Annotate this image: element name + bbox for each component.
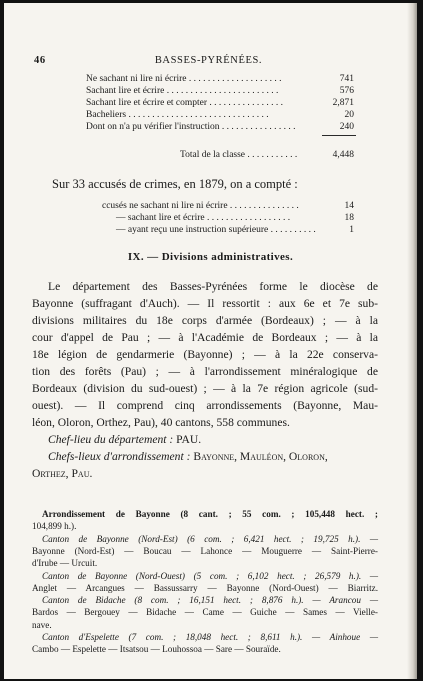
page-number: 46 [34,55,46,66]
row-label: — sachant lire et écrire . . . . . . . . . . . . . . . . . . [116,213,291,223]
arrondissement-line: 104,899 h.). [32,521,77,532]
paragraph-line: tion des forêts (Pau) ; — à l'arrondissement minéralogique de [32,365,378,378]
chef-lieu-value: PAU. [176,433,202,446]
row-value: 2,871 [332,98,354,108]
chefs-lieux-line [48,448,328,465]
row-value: 741 [339,74,354,84]
row-value: 1 [349,225,354,235]
instruction-table [86,73,354,145]
row-label: Dont on n'a pu vérifier l'instruction . . . . . . . . . . . . . . . . [86,122,296,132]
paragraph-line: Bayonne (suffragant d'Auch). — Il ressortit : aux 6e et 7e sub- [32,297,378,310]
row-value: 576 [339,86,354,96]
running-header [34,55,383,69]
chefs-lieux-value: Bayonne, Mauléon, Oloron, [193,450,328,463]
row-value: 20 [344,110,354,120]
crimes-heading: Sur 33 accusés de crimes, en 1879, on a compté : [52,177,298,191]
canton-line: Canton d'Espelette (7 com. ; 18,048 hect. ; 8,611 h.). — Ainhoue — [42,632,378,642]
arrondissement-line: Arrondissement de Bayonne (8 cant. ; 55 com. ; 105,448 hect. ; [42,509,378,519]
row-value: 14 [344,201,354,211]
row-label: — ayant reçu une instruction supérieure . . . . . . . . . . [116,225,316,235]
canton-line: Canton de Bayonne (Nord-Ouest) (5 com. ; 6,102 hect. ; 26,579 h.). — [42,570,378,581]
paragraph-line: léon, Oloron, Orthez, Pau), 40 cantons, 558 communes. [32,416,290,429]
main-paragraph [32,278,378,438]
paragraph-line: Le département des Basses-Pyrénées forme le diocèse de [48,280,378,293]
page-gutter-shadow [407,3,417,679]
canton-line: d'Irube — Urcuit. [32,558,98,569]
chef-lieu-line [48,431,201,448]
sum-rule [322,135,356,136]
row-label: Bacheliers . . . . . . . . . . . . . . . . . . . . . . . . . . . . . . [86,110,269,120]
row-value: 240 [339,122,354,132]
chefs-lieux-value-2: Orthez, Pau. [32,467,93,480]
canton-line: Canton de Bidache (8 com. ; 16,151 hect. ; 8,876 h.). — Arancou — [42,595,378,606]
row-label: Sachant lire et écrire . . . . . . . . . . . . . . . . . . . . . . . . [86,86,279,96]
paragraph-line: 18e légion de gendarmerie (Bayonne) ; — à la 22e conserva- [32,348,378,361]
arrondissement-block [32,508,378,658]
chef-lieu-label: Chef-lieu du département : [48,433,174,446]
book-page [4,3,417,679]
row-value: 18 [344,213,354,223]
chefs-lieux-label: Chefs-lieux d'arrondissement : [48,450,191,463]
row-label: ccusés ne sachant ni lire ni écrire . . . . . . . . . . . . . . . [102,201,299,211]
chefs-lieux-line-2 [32,465,92,482]
row-label: Ne sachant ni lire ni écrire . . . . . . . . . . . . . . . . . . . . [86,74,282,84]
canton-line: Cambo — Espelette — Itsatsou — Louhossoa — Sare — Souraïde. [32,644,281,655]
total-value: 4,448 [332,150,354,160]
canton-line: Bayonne (Nord-Est) — Boucau — Lahonce — Mouguerre — Saint-Pierre- [32,545,378,556]
section-title: IX. — Divisions administratives. [127,251,294,263]
row-label: Sachant lire et écrire et compter . . . . . . . . . . . . . . . . [86,98,284,108]
canton-line: Anglet — Arcangues — Bassussarry — Bayonne (Nord-Ouest) — Biarritz. [32,582,378,593]
total-label: Total de la classe . . . . . . . . . . . [180,150,298,160]
paragraph-line: divisions militaires du 18e corps d'armée (Bordeaux) ; — à la [32,314,378,327]
canton-line: Bardos — Bergouey — Bidache — Came — Guiche — Sames — Vielle- [32,607,378,618]
paragraph-line: Bordeaux (division du sud-ouest) ; — à la 7e région agricole (sud- [32,382,378,395]
canton-line: nave. [32,619,52,630]
paragraph-line: cour d'appel de Pau ; — à l'Académie de Bordeaux ; — à la [32,331,378,344]
canton-line: Canton de Bayonne (Nord-Est) (6 com. ; 6,421 hect. ; 19,725 h.). — [42,533,378,544]
running-title: BASSES-PYRÉNÉES. [154,55,263,66]
paragraph-line: ouest). — Il comprend cinq arrondissements (Bayonne, Mau- [32,399,378,412]
crimes-table [102,200,354,236]
